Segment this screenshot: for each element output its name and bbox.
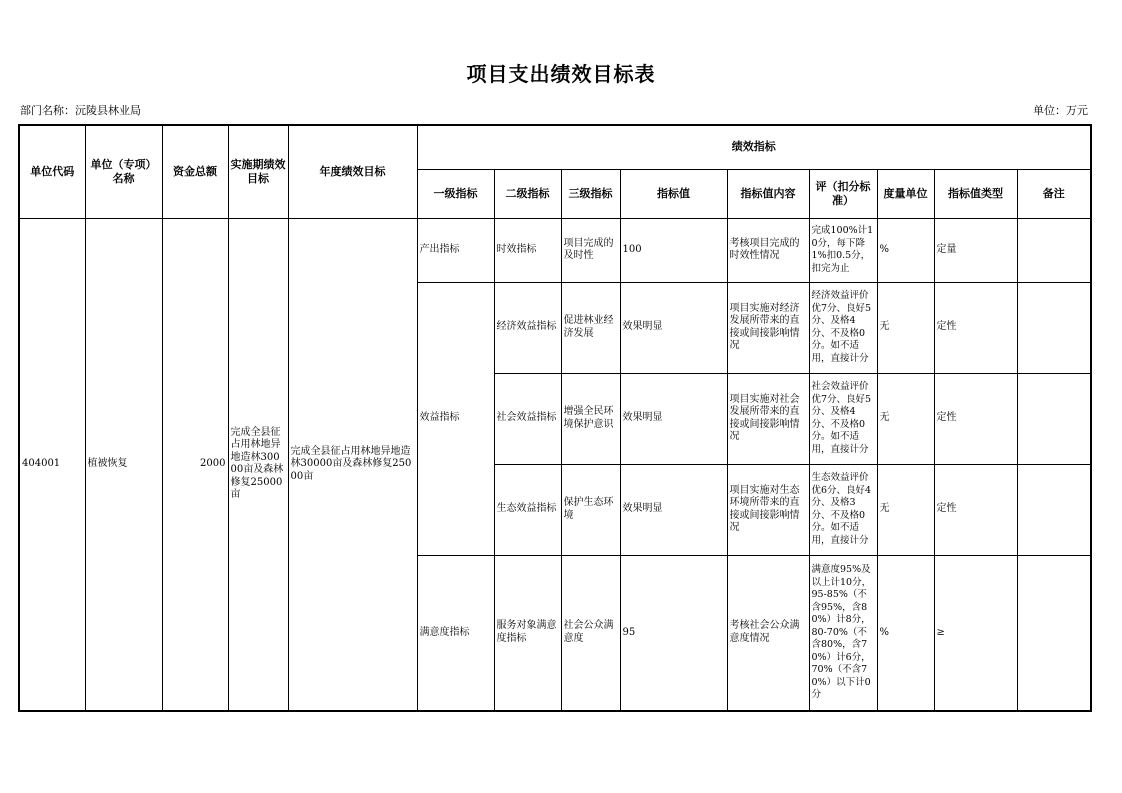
annual-goal-cell: 完成全县征占用林地异地造林30000亩及森林修复25000亩 [288, 218, 417, 711]
header-value: 指标值 [620, 169, 727, 218]
remark-cell [1017, 464, 1091, 555]
remark-cell [1017, 555, 1091, 711]
header-period-goal: 实施期绩效目标 [228, 125, 288, 218]
header-unit-code: 单位代码 [19, 125, 85, 218]
measure-unit-cell: % [877, 555, 934, 711]
unit-name-cell: 植被恢复 [85, 218, 162, 711]
scoring-cell: 社会效益评价优7分、良好5分、及格4分、不及格0分。如不适用，直接计分 [809, 373, 877, 464]
level3-cell: 保护生态环境 [561, 464, 620, 555]
value-cell: 效果明显 [620, 282, 727, 373]
header-level2: 二级指标 [494, 169, 561, 218]
remark-cell [1017, 282, 1091, 373]
remark-cell [1017, 373, 1091, 464]
header-unit-name: 单位（专项）名称 [85, 125, 162, 218]
measure-unit-cell: 无 [877, 373, 934, 464]
value-type-cell: 定性 [934, 373, 1017, 464]
header-performance-indicators: 绩效指标 [417, 125, 1091, 169]
header-value-type: 指标值类型 [934, 169, 1017, 218]
level1-cell: 效益指标 [417, 282, 494, 555]
value-type-cell: 定量 [934, 218, 1017, 282]
measure-unit-cell: % [877, 218, 934, 282]
value-content-cell: 考核社会公众满意度情况 [727, 555, 809, 711]
level3-cell: 增强全民环境保护意识 [561, 373, 620, 464]
measure-unit-cell: 无 [877, 464, 934, 555]
value-content-cell: 项目实施对社会发展所带来的直接或间接影响情况 [727, 373, 809, 464]
value-type-cell: ≥ [934, 555, 1017, 711]
header-scoring: 评（扣分标准） [809, 169, 877, 218]
value-content-cell: 考核项目完成的时效性情况 [727, 218, 809, 282]
header-total-funds: 资金总额 [162, 125, 228, 218]
value-cell: 效果明显 [620, 464, 727, 555]
value-cell: 95 [620, 555, 727, 711]
scoring-cell: 经济效益评价优7分、良好5分、及格4分、不及格0分。如不适用，直接计分 [809, 282, 877, 373]
value-content-cell: 项目实施对生态环境所带来的直接或间接影响情况 [727, 464, 809, 555]
unit-code-cell: 404001 [19, 218, 85, 711]
level3-cell: 社会公众满意度 [561, 555, 620, 711]
value-type-cell: 定性 [934, 464, 1017, 555]
header-annual-goal: 年度绩效目标 [288, 125, 417, 218]
header-measure-unit: 度量单位 [877, 169, 934, 218]
remark-cell [1017, 218, 1091, 282]
total-funds-cell: 2000 [162, 218, 228, 711]
scoring-cell: 生态效益评价优6分、良好4分、及格3分、不及格0分。如不适用，直接计分 [809, 464, 877, 555]
header-remark: 备注 [1017, 169, 1091, 218]
header-level1: 一级指标 [417, 169, 494, 218]
period-goal-cell: 完成全县征占用林地异地造林30000亩及森林修复25000亩 [228, 218, 288, 711]
level2-cell: 经济效益指标 [494, 282, 561, 373]
value-cell: 效果明显 [620, 373, 727, 464]
department-name: 部门名称：沅陵县林业局 [20, 104, 141, 117]
value-content-cell: 项目实施对经济发展所带来的直接或间接影响情况 [727, 282, 809, 373]
currency-unit: 单位：万元 [1033, 104, 1088, 117]
measure-unit-cell: 无 [877, 282, 934, 373]
scoring-cell: 满意度95%及以上计10分，95-85%（不含95%，含80%）计8分，80-70%（不含80%，含70%）计6分，70%（不含70%）以下计0分 [809, 555, 877, 711]
header-value-content: 指标值内容 [727, 169, 809, 218]
value-cell: 100 [620, 218, 727, 282]
level3-cell: 促进林业经济发展 [561, 282, 620, 373]
level2-cell: 服务对象满意度指标 [494, 555, 561, 711]
value-type-cell: 定性 [934, 282, 1017, 373]
header-level3: 三级指标 [561, 169, 620, 218]
level2-cell: 生态效益指标 [494, 464, 561, 555]
scoring-cell: 完成100%计10分，每下降1%扣0.5分，扣完为止 [809, 218, 877, 282]
level2-cell: 时效指标 [494, 218, 561, 282]
level1-cell: 产出指标 [417, 218, 494, 282]
level3-cell: 项目完成的及时性 [561, 218, 620, 282]
table-row [19, 218, 1091, 282]
page-title: 项目支出绩效目标表 [466, 62, 656, 86]
performance-goal-table [18, 124, 1092, 712]
level1-cell: 满意度指标 [417, 555, 494, 711]
level2-cell: 社会效益指标 [494, 373, 561, 464]
